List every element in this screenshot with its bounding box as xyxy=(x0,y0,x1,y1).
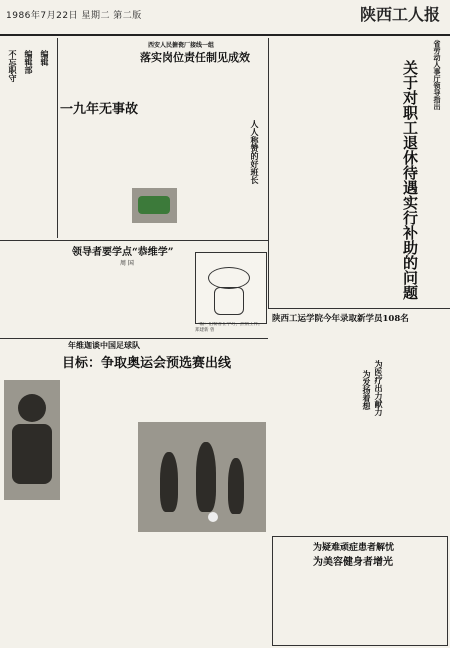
cartoon-caption: 一幅：伯勒者在学习，热情工作。 郑建新 曾 xyxy=(195,322,263,333)
ad-headline: 为美容健身者增光 xyxy=(313,557,393,568)
kicker: 西安人民搪瓷厂接线一组 xyxy=(148,42,215,49)
column-divider xyxy=(268,38,269,308)
article-body xyxy=(272,356,354,532)
article-body xyxy=(138,534,266,642)
author: 周 国 xyxy=(120,260,134,267)
article-body xyxy=(140,356,266,420)
section-divider xyxy=(268,308,450,309)
article-body xyxy=(130,66,265,186)
article-body xyxy=(4,504,134,642)
column-divider xyxy=(57,38,58,238)
paper-name: 陕西工人报 xyxy=(359,5,440,24)
article-body xyxy=(4,244,52,266)
headline: 关于对职工退休待遇实行补助的问题 xyxy=(401,60,419,300)
ad-kicker: 为疑难顽症患者解忧 xyxy=(313,543,395,553)
headline: 陕西工运学院今年录取新学员108名 xyxy=(272,314,409,324)
article-body xyxy=(272,40,390,305)
masthead xyxy=(0,0,450,36)
side-vertical: 为医疗出力献力 xyxy=(374,360,384,416)
subheading: 人人称赞的好班长 xyxy=(250,120,260,184)
headline: 目标：争取奥运会预选赛出线 xyxy=(62,356,232,371)
coach-photo xyxy=(4,380,60,500)
article-body xyxy=(60,40,122,96)
article-body xyxy=(392,356,446,532)
section-divider xyxy=(0,338,268,339)
ad-box xyxy=(272,536,448,646)
top-center-heading xyxy=(130,40,265,62)
side-label: 编辑 xyxy=(40,50,50,66)
article-body xyxy=(60,118,122,230)
headline: 落实岗位责任制见成效 xyxy=(140,51,250,64)
kicker: 省劳动人事厅领导指出 xyxy=(433,40,442,110)
football-photo xyxy=(138,422,266,532)
section-divider xyxy=(0,240,268,241)
side-vertical: 为发扬着想 xyxy=(362,370,372,410)
article-body xyxy=(64,380,134,500)
left-headline: 一九年无事故 xyxy=(60,102,139,117)
date-line: 1986年7月22日 星期二 第二版 xyxy=(6,11,142,21)
headline: 领导者要学点“恭维学” xyxy=(72,247,174,258)
side-label: 不忘职守 xyxy=(8,50,18,82)
ad-body xyxy=(277,569,443,639)
logo-image xyxy=(132,188,177,223)
kicker: 年维迦谈中国足球队 xyxy=(68,340,140,350)
article-body xyxy=(272,326,446,352)
article-body xyxy=(4,268,189,318)
side-label: 编辑部 xyxy=(24,50,34,74)
cartoon-illustration xyxy=(195,252,267,324)
